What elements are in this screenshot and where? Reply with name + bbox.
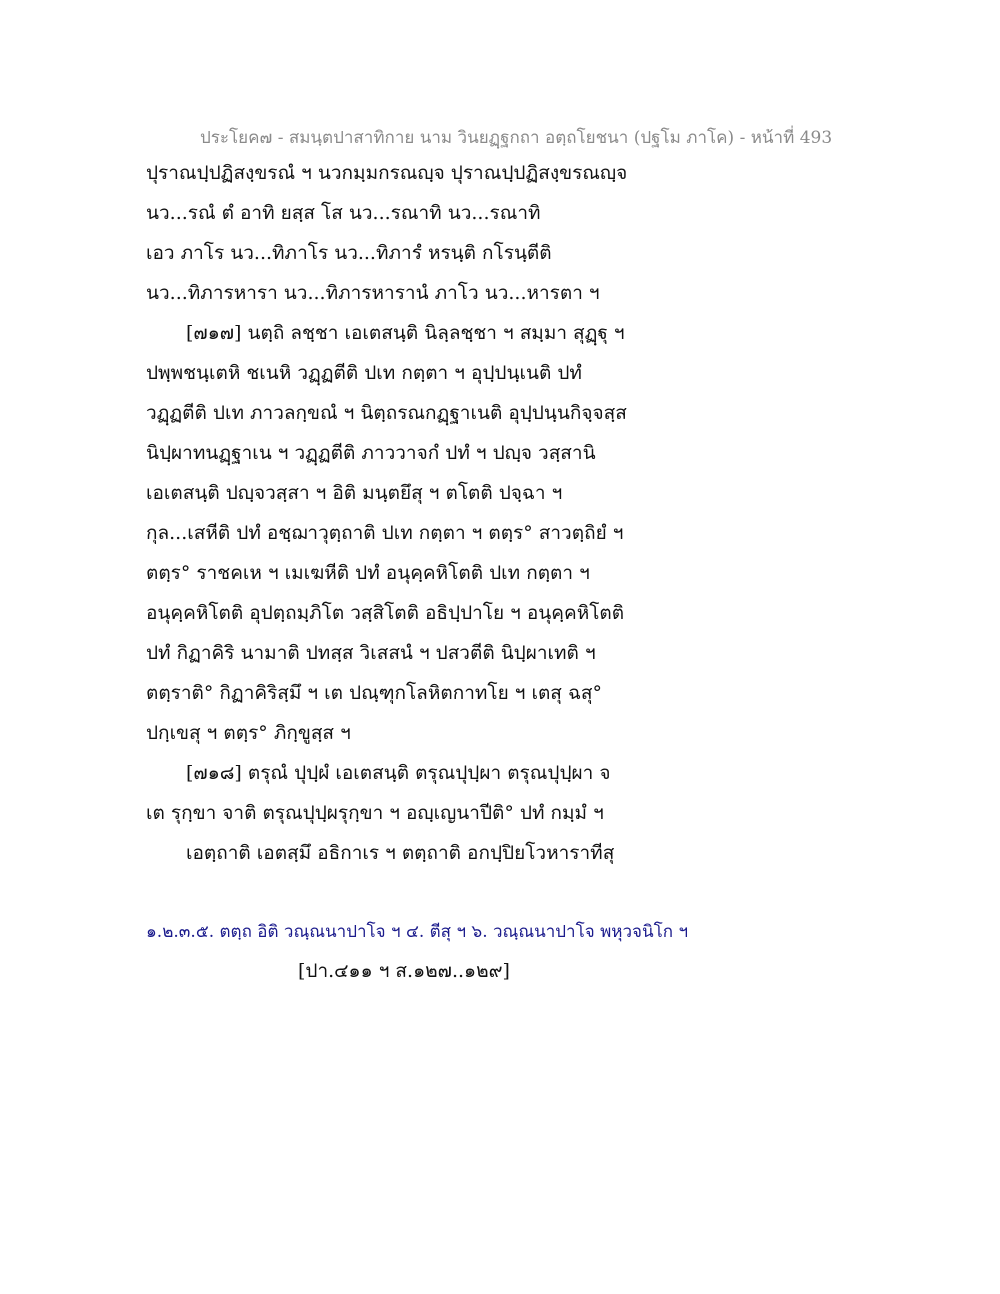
footnote-note: ๑.๒.๓.๕. ตตฺถ อิติ วณฺณนาปาโจ ฯ ๔. ตีสุ ฯ ๖. วณฺณนาปาโจ พหุวจนิโก ฯ	[146, 922, 689, 942]
text-line: เอเตสนฺติ ปญฺจวสฺสา ฯ อิติ มนฺตยึสุ ฯ ตโตติ ปจฺฉา ฯ	[146, 482, 563, 504]
text-line: ตตฺราติ° กิฏาคิริสฺมึ ฯ เต ปณฺฑุกโลหิตกาทโย ฯ เตสุ ฉสุ°	[146, 682, 602, 704]
text-line: เอตฺถาติ เอตสฺมึ อธิกาเร ฯ ตตฺถาติ อกปฺปิยโวหาราทีสุ	[186, 842, 615, 864]
text-line: เอว ภาโร นว...ทิภาโร นว...ทิภารํ หรนฺติ กโรนฺตีติ	[146, 242, 552, 264]
paragraph-start-718: [๗๑๘] ตรุณํ ปุปฺผํ เอเตสนฺติ ตรุณปุปฺผา ตรุณปุปฺผา จ	[186, 762, 611, 784]
text-line: ปทํ กิฏาคิริ นามาติ ปทสฺส วิเสสนํ ฯ ปสวตีติ นิปฺผาเทติ ฯ	[146, 642, 596, 664]
text-line: วฏฺฏตีติ ปเท ภาวลกฺขณํ ฯ นิตฺถรณกฏฺฐาเนติ อุปฺปนฺนกิจฺจสฺส	[146, 402, 627, 424]
running-head: ประโยค๗ - สมนฺตปาสาทิกาย นาม วินยฏฺฐกถา อตฺถโยชนา (ปฐโม ภาโค) - หน้าที่ 493	[200, 128, 833, 148]
text-line: ตตฺร° ราชคเห ฯ เมเฆหีติ ปทํ อนุคฺคหิโตติ ปเท กตฺตา ฯ	[146, 562, 590, 584]
text-line: นว...ทิภารหารา นว...ทิภารหารานํ ภาโว นว...หารตา ฯ	[146, 282, 600, 304]
text-line: เต รุกฺขา จาติ ตรุณปุปฺผรุกฺขา ฯ อญฺเญนาปีติ° ปทํ กมฺมํ ฯ	[146, 802, 604, 824]
footnote-reference: [ปา.๔๑๑ ฯ ส.๑๒๗..๑๒๙]	[298, 960, 510, 982]
text-line: นว...รณํ ตํ อาทิ ยสฺส โส นว...รณาทิ นว...รณาทิ	[146, 202, 541, 224]
text-line: นิปฺผาทนฏฺฐาเน ฯ วฏฺฏตีติ ภาววาจกํ ปทํ ฯ ปญฺจ วสฺสานิ	[146, 442, 596, 464]
text-line: ปพฺพชนฺเตหิ ชเนหิ วฏฺฏตีติ ปเท กตฺตา ฯ อุปฺปนฺเนติ ปทํ	[146, 362, 582, 384]
text-line: ปกฺเขสุ ฯ ตตฺร° ภิกฺขูสฺส ฯ	[146, 722, 351, 744]
text-line: อนุคฺคหิโตติ อุปตฺถมฺภิโต วสฺสิโตติ อธิปฺปาโย ฯ อนุคฺคหิโตติ	[146, 602, 625, 624]
text-line: ปุราณปฺปฏิสงฺขรณํ ฯ นวกมฺมกรณญฺจ ปุราณปฺปฏิสงฺขรณญฺจ	[146, 162, 628, 184]
paragraph-start-717: [๗๑๗] นตฺถิ ลชฺชา เอเตสนฺติ นิลฺลชฺชา ฯ สมฺมา สุฏฺฐุ ฯ	[186, 322, 625, 344]
text-line: กุล...เสหีติ ปทํ อชฺฌาวุตฺถาติ ปเท กตฺตา ฯ ตตฺร° สาวตฺถิยํ ฯ	[146, 522, 624, 544]
